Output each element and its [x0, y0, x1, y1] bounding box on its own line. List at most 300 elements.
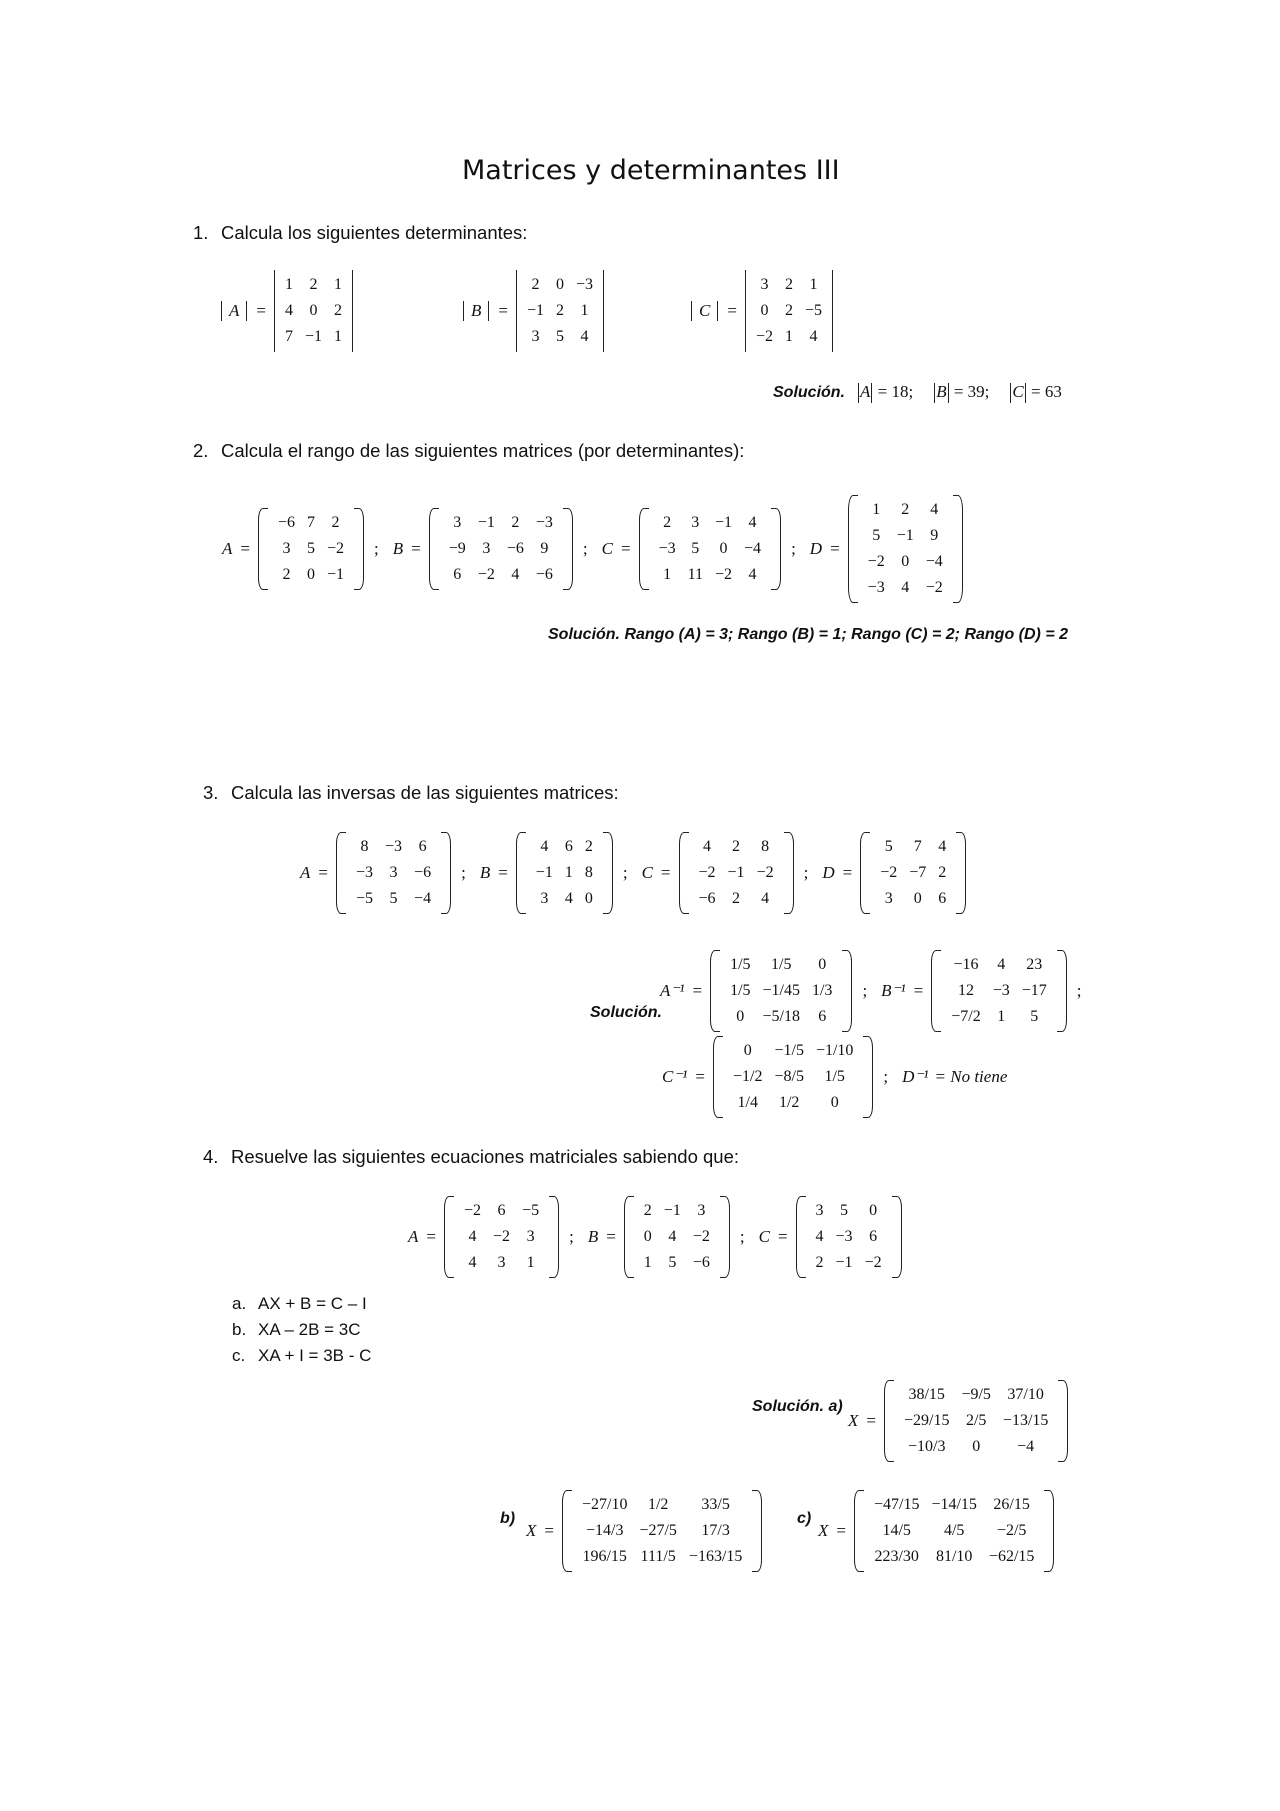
matrix-cell: 9 — [540, 540, 549, 557]
matrix-cell: 111/5 — [640, 1548, 676, 1565]
equals-sign: = — [660, 863, 671, 882]
q3-solution-label: Solución. — [590, 1004, 662, 1021]
matrix-cell: 1 — [784, 328, 793, 345]
det-name: C — [1012, 382, 1024, 401]
matrix-name: A⁻¹ — [660, 981, 685, 1000]
question-number: 4. — [203, 1146, 219, 1167]
matrix-body — [639, 508, 782, 590]
matrix-cell: 2 — [784, 276, 793, 293]
matrix-name: A — [408, 1227, 419, 1246]
matrix-cell: 6 — [869, 1228, 878, 1245]
det-name: A — [860, 382, 871, 401]
matrix-cell: 6 — [938, 890, 947, 907]
item-label: c. — [232, 1346, 246, 1365]
matrix-cell: −1/45 — [762, 982, 800, 999]
equals-sign: = — [606, 1227, 616, 1246]
matrix-cell: 3 — [691, 514, 700, 531]
matrix-cell: 17/3 — [701, 1522, 730, 1539]
item-text: XA + I = 3B - C — [258, 1346, 372, 1365]
matrix-cell: −3 — [355, 864, 374, 881]
matrix-cell: 4 — [748, 514, 757, 531]
det-value: = 39; — [953, 382, 990, 401]
matrix-cell: 3 — [482, 540, 491, 557]
q1-solution — [773, 382, 1062, 403]
matrix-cell: 4 — [761, 890, 770, 907]
inverse-c — [662, 1036, 873, 1118]
matrix-cell: 2 — [938, 864, 947, 881]
matrix-body — [848, 495, 963, 603]
matrix-cell: 2 — [732, 838, 741, 855]
matrix-body — [624, 1196, 730, 1278]
matrix-cell: 0 — [307, 566, 316, 583]
matrix-cell: 1 — [809, 276, 818, 293]
matrix-cell: 2 — [663, 514, 672, 531]
matrix-body — [679, 832, 794, 914]
matrix-cell: −2 — [327, 540, 345, 557]
matrix-cell: 5 — [556, 328, 565, 345]
item-c — [232, 1346, 371, 1372]
item-label: a. — [232, 1294, 247, 1313]
equals-sign: = — [692, 981, 703, 1000]
matrix-cell: 12 — [957, 982, 974, 999]
question-text: Resuelve las siguientes ecuaciones matriciales sabiendo que: — [231, 1146, 740, 1167]
matrix-cell: 1 — [334, 276, 343, 293]
page-title: Matrices y determinantes III — [462, 155, 840, 186]
matrix-cell: 2 — [331, 514, 340, 531]
matrix-cell: 196/15 — [582, 1548, 627, 1565]
matrix-body — [258, 508, 364, 590]
matrix-cell: −1 — [327, 566, 345, 583]
equals-sign: = — [830, 539, 840, 558]
matrix-cell: −3 — [576, 276, 594, 293]
matrix-body — [710, 950, 852, 1032]
matrix-name: D — [809, 539, 823, 558]
solution-det-c — [1009, 382, 1061, 403]
matrix-cell: 2 — [556, 302, 565, 319]
matrix-cell: −5/18 — [762, 1008, 800, 1025]
equals-sign: = — [256, 301, 266, 320]
matrix-cell: 1/2 — [647, 1496, 669, 1513]
matrix-cell: 3 — [760, 276, 769, 293]
matrix-b — [588, 1196, 730, 1278]
matrix-cell: −17 — [1021, 982, 1047, 999]
matrix-cell: −13/15 — [1002, 1412, 1049, 1429]
matrix-name: B — [587, 1227, 599, 1246]
matrix-body — [860, 832, 966, 914]
matrix-name: B — [392, 539, 404, 558]
matrix-cell: 0 — [760, 302, 769, 319]
matrix-cell: −47/15 — [873, 1496, 920, 1513]
matrix-cell: 7 — [284, 328, 293, 345]
matrix-cell: 4 — [997, 956, 1006, 973]
matrix-cell: 7 — [913, 838, 922, 855]
matrix-cell: −9/5 — [961, 1386, 991, 1403]
matrix-cell: 0 — [869, 1202, 878, 1219]
matrix-cell: −3 — [867, 579, 885, 596]
matrix-cell: 1/2 — [778, 1094, 800, 1111]
matrix-cell: 3 — [815, 1202, 824, 1219]
equals-sign: = — [411, 539, 421, 558]
equals-sign: = — [695, 1067, 706, 1086]
matrix-cell: −2 — [864, 1254, 882, 1271]
matrix-cell: −9 — [448, 540, 466, 557]
matrix-cell: −2 — [692, 1228, 710, 1245]
matrix-cell: 4 — [668, 1228, 677, 1245]
matrix-cell: 1 — [663, 566, 672, 583]
matrix-body — [796, 1196, 902, 1278]
matrix-a — [300, 832, 451, 914]
matrix-cell: −1 — [526, 302, 545, 319]
matrix-cell: 11 — [687, 566, 703, 583]
q4-solution-b-label: b) — [500, 1510, 516, 1527]
matrix-cell: −1/5 — [774, 1042, 804, 1059]
equals-sign: = — [620, 539, 631, 558]
matrix-name: X — [526, 1521, 537, 1540]
equals-sign: = — [836, 1521, 846, 1540]
item-a — [232, 1294, 371, 1320]
matrix-cell: 1 — [564, 864, 573, 881]
matrix-cell: 4 — [580, 328, 589, 345]
q4-solution-a-label: Solución. a) — [752, 1398, 843, 1415]
matrix-c — [602, 508, 781, 590]
matrix-name: A — [222, 539, 233, 558]
q1-det-c — [690, 270, 833, 352]
matrix-cell: 1 — [997, 1008, 1006, 1025]
matrix-cell: 3 — [884, 890, 893, 907]
q4-solution-c — [818, 1490, 1054, 1572]
matrix-cell: 5 — [872, 527, 881, 544]
matrix-cell: −1/2 — [733, 1068, 763, 1085]
matrix-cell: 3 — [531, 328, 540, 345]
matrix-cell: −6 — [692, 1254, 710, 1271]
matrix-body — [444, 1196, 559, 1278]
matrix-cell: 0 — [719, 540, 728, 557]
matrix-name: X — [818, 1521, 829, 1540]
matrix-cell: 0 — [643, 1228, 652, 1245]
matrix-body — [516, 832, 613, 914]
matrix-body — [429, 508, 573, 590]
matrix-cell: −7/2 — [951, 1008, 981, 1025]
matrix-cell: 8 — [761, 838, 770, 855]
matrix-cell: −4 — [925, 553, 943, 570]
equals-sign: = — [498, 863, 508, 882]
matrix-cell: 0 — [830, 1094, 839, 1111]
matrix-cell: 4 — [511, 566, 520, 583]
matrix-cell: 33/5 — [701, 1496, 730, 1513]
matrix-a — [222, 508, 364, 590]
matrix-cell: 4 — [540, 838, 549, 855]
question-1 — [193, 222, 527, 244]
q4-matrices: A = −2 6 −5 4 −2 3 4 3 1 ; B = 2 −1 3 0 4 −2 1 5 −6 ; C = 3 5 0 4 −3 6 2 −1 −2 — [408, 1196, 902, 1278]
matrix-cell: 3 — [389, 864, 398, 881]
matrix-cell: 5 — [884, 838, 893, 855]
matrix-cell: 2 — [511, 514, 520, 531]
matrix-cell: 223/30 — [874, 1548, 919, 1565]
solution-label: Solución. — [773, 383, 845, 401]
matrix-body — [336, 832, 451, 914]
matrix-cell: −6 — [698, 890, 716, 907]
matrix-name: X — [848, 1411, 859, 1430]
q4-solution-a — [848, 1380, 1068, 1462]
q1-det-a — [220, 270, 353, 352]
matrix-cell: −2 — [477, 566, 495, 583]
matrix-cell: 1/5 — [771, 956, 792, 973]
matrix-cell: −2/5 — [996, 1522, 1027, 1539]
item-text: XA – 2B = 3C — [258, 1320, 361, 1339]
q4-items — [232, 1294, 371, 1372]
matrix-cell: 2 — [584, 838, 593, 855]
matrix-name: C — [699, 301, 711, 320]
matrix-cell: 23 — [1026, 956, 1043, 973]
matrix-a — [408, 1196, 559, 1278]
matrix-cell: 1 — [872, 501, 881, 518]
matrix-cell: 6 — [418, 838, 427, 855]
matrix-cell: −7 — [909, 864, 927, 881]
matrix-name: B — [479, 863, 491, 882]
matrix-cell: 81/10 — [935, 1548, 973, 1565]
matrix-cell: 4 — [809, 328, 818, 345]
question-text: Calcula el rango de las siguientes matrices (por determinantes): — [221, 440, 745, 461]
matrix-cell: −3 — [535, 514, 553, 531]
matrix-cell: −1 — [535, 864, 553, 881]
matrix-name: C — [758, 1227, 770, 1246]
matrix-cell: −4 — [414, 890, 432, 907]
matrix-cell: −2 — [755, 328, 773, 345]
question-number: 3. — [203, 782, 219, 803]
det-value: = 18; — [877, 382, 914, 401]
matrix-cell: −1/10 — [815, 1042, 854, 1059]
matrix-cell: −2 — [715, 566, 733, 583]
matrix-cell: 6 — [818, 1008, 827, 1025]
matrix-b — [393, 508, 573, 590]
matrix-name: C⁻¹ — [662, 1067, 688, 1086]
matrix-name: B — [471, 301, 482, 320]
matrix-cell: −6 — [535, 566, 553, 583]
det-value: = 63 — [1031, 382, 1062, 401]
matrix-cell: 0 — [556, 276, 565, 293]
matrix-cell: −6 — [277, 514, 296, 531]
matrix-cell: 4 — [564, 890, 573, 907]
matrix-c — [759, 1196, 902, 1278]
question-text: Calcula las inversas de las siguientes matrices: — [231, 782, 619, 803]
matrix-cell: 1 — [643, 1254, 652, 1271]
matrix-cell: 7 — [307, 514, 316, 531]
matrix-cell: 3 — [282, 540, 291, 557]
matrix-cell: 1/3 — [811, 982, 833, 999]
matrix-cell: −1 — [715, 514, 733, 531]
matrix-cell: −2 — [493, 1228, 511, 1245]
question-text: Calcula los siguientes determinantes: — [221, 222, 528, 243]
matrix-cell: −1 — [304, 328, 323, 345]
matrix-cell: −8/5 — [774, 1068, 804, 1085]
matrix-body — [713, 1036, 873, 1118]
solution-det-b — [933, 382, 989, 403]
matrix-cell: 5 — [691, 540, 700, 557]
matrix-body — [854, 1490, 1054, 1572]
q3-inverses-row2: C⁻¹ = 0 −1/5 −1/10 −1/2 −8/5 1/5 1/4 1/2 0 ; D⁻¹ = No tiene — [662, 1036, 1007, 1118]
question-3 — [203, 782, 619, 804]
matrix-name: B⁻¹ — [881, 981, 906, 1000]
determinant-body — [745, 270, 833, 352]
matrix-cell: 37/10 — [1007, 1386, 1044, 1403]
q2-matrices: A = −6 7 2 3 5 −2 2 0 −1 ; B = 3 −1 2 −3 −9 3 −6 9 6 −2 4 −6 ; C = 2 3 −1 4 −3 5 0 −4 1 11 −2 4 ; D = 1 2 4 5 −1 9 −2 0 −4 −3 4 −2 — [222, 495, 963, 603]
q3-inverses-row1: A⁻¹ = 1/5 1/5 0 1/5 −1/45 1/3 0 −5/18 6 ; B⁻¹ = −16 4 23 12 −3 −17 −7/2 1 5 ; — [660, 950, 1090, 1032]
matrix-cell: 1 — [580, 302, 589, 319]
matrix-cell: 0 — [901, 553, 910, 570]
matrix-cell: 2 — [815, 1254, 824, 1271]
matrix-cell: −27/10 — [581, 1496, 628, 1513]
matrix-cell: 0 — [743, 1042, 752, 1059]
matrix-cell: −163/15 — [688, 1548, 743, 1565]
matrix-cell: 1/5 — [730, 956, 751, 973]
matrix-cell: −16 — [953, 956, 979, 973]
matrix-body — [931, 950, 1067, 1032]
equals-sign: = — [777, 1227, 788, 1246]
matrix-cell: 0 — [584, 890, 593, 907]
matrix-cell: 0 — [913, 890, 922, 907]
question-number: 1. — [193, 222, 209, 243]
matrix-cell: 5 — [668, 1254, 677, 1271]
matrix-cell: −6 — [506, 540, 524, 557]
matrix-cell: −1 — [727, 864, 745, 881]
inverse-d-text: = No tiene — [934, 1067, 1008, 1086]
matrix-cell: 4 — [468, 1254, 477, 1271]
matrix-cell: 8 — [584, 864, 593, 881]
matrix-name: A — [300, 863, 311, 882]
item-b — [232, 1320, 371, 1346]
matrix-cell: 2 — [282, 566, 291, 583]
matrix-cell: −1 — [835, 1254, 853, 1271]
matrix-name: C — [601, 539, 613, 558]
equals-sign: = — [426, 1227, 436, 1246]
solution-det-a — [857, 382, 913, 403]
matrix-cell: −6 — [414, 864, 432, 881]
matrix-body — [562, 1490, 762, 1572]
matrix-cell: −1 — [896, 527, 914, 544]
matrix-cell: −5 — [804, 302, 822, 319]
equals-sign: = — [842, 863, 853, 882]
equals-sign: = — [913, 981, 924, 1000]
matrix-cell: 14/5 — [882, 1522, 911, 1539]
matrix-cell: 2/5 — [965, 1412, 987, 1429]
matrix-name: A — [229, 301, 240, 320]
determinant-body — [274, 270, 353, 352]
matrix-d — [822, 832, 966, 914]
matrix-body — [884, 1380, 1068, 1462]
matrix-cell: −14/3 — [585, 1522, 624, 1539]
matrix-cell: −5 — [355, 890, 374, 907]
matrix-cell: 1/5 — [824, 1068, 845, 1085]
matrix-cell: 2 — [784, 302, 793, 319]
matrix-cell: 2 — [334, 302, 343, 319]
matrix-cell: 5 — [840, 1202, 849, 1219]
equals-sign: = — [544, 1521, 554, 1540]
matrix-cell: −2 — [867, 553, 885, 570]
question-4 — [203, 1146, 739, 1168]
matrix-cell: −2 — [880, 864, 898, 881]
matrix-c — [642, 832, 794, 914]
matrix-cell: 5 — [389, 890, 398, 907]
matrix-cell: 38/15 — [908, 1386, 945, 1403]
matrix-cell: −29/15 — [903, 1412, 950, 1429]
q2-solution: Solución. Rango (A) = 3; Rango (B) = 1; Rango (C) = 2; Rango (D) = 2 — [548, 626, 1069, 643]
matrix-cell: 3 — [526, 1228, 535, 1245]
matrix-cell: −3 — [385, 838, 403, 855]
matrix-cell: −2 — [756, 864, 774, 881]
matrix-cell: 6 — [497, 1202, 506, 1219]
matrix-cell: 1 — [526, 1254, 535, 1271]
matrix-cell: −3 — [658, 540, 676, 557]
determinant-body — [516, 270, 604, 352]
inverse-d-name: D⁻¹ — [902, 1067, 929, 1086]
matrix-cell: 4 — [938, 838, 947, 855]
matrix-cell: 0 — [818, 956, 827, 973]
matrix-cell: −10/3 — [907, 1438, 946, 1455]
matrix-cell: −14/15 — [931, 1496, 977, 1513]
matrix-cell: −3 — [835, 1228, 853, 1245]
matrix-cell: 2 — [531, 276, 540, 293]
equals-sign: = — [240, 539, 250, 558]
matrix-cell: −62/15 — [988, 1548, 1035, 1565]
matrix-cell: 1 — [334, 328, 343, 345]
item-text: AX + B = C – I — [258, 1294, 367, 1313]
matrix-cell: −5 — [522, 1202, 540, 1219]
matrix-cell: −2 — [698, 864, 716, 881]
matrix-cell: 6 — [564, 838, 573, 855]
matrix-cell: 0 — [972, 1438, 981, 1455]
equals-sign: = — [498, 301, 508, 320]
matrix-cell: 4/5 — [943, 1522, 965, 1539]
matrix-cell: −4 — [744, 540, 762, 557]
matrix-cell: 4 — [748, 566, 757, 583]
matrix-cell: 8 — [360, 838, 369, 855]
matrix-cell: 4 — [468, 1228, 477, 1245]
matrix-cell: 5 — [307, 540, 316, 557]
matrix-cell: −2 — [925, 579, 943, 596]
equals-sign: = — [866, 1411, 876, 1430]
item-label: b. — [232, 1320, 247, 1339]
matrix-b — [480, 832, 613, 914]
matrix-cell: 26/15 — [993, 1496, 1030, 1513]
matrix-cell: 1/5 — [730, 982, 751, 999]
matrix-cell: 9 — [930, 527, 939, 544]
matrix-cell: 4 — [930, 501, 939, 518]
matrix-name: C — [641, 863, 653, 882]
q4-solution-c-label: c) — [797, 1510, 812, 1527]
equals-sign: = — [318, 863, 328, 882]
matrix-cell: −1 — [663, 1202, 681, 1219]
matrix-cell: 0 — [736, 1008, 745, 1025]
question-2 — [193, 440, 744, 462]
matrix-cell: 1 — [284, 276, 293, 293]
q4-solution-b — [526, 1490, 762, 1572]
matrix-cell: 4 — [815, 1228, 824, 1245]
equals-sign: = — [727, 301, 737, 320]
matrix-cell: 5 — [1030, 1008, 1039, 1025]
q1-det-b — [462, 270, 604, 352]
matrix-cell: 3 — [497, 1254, 506, 1271]
matrix-cell: 3 — [540, 890, 549, 907]
matrix-cell: 0 — [309, 302, 318, 319]
question-number: 2. — [193, 440, 209, 461]
matrix-cell: 4 — [703, 838, 712, 855]
matrix-cell: −1 — [477, 514, 495, 531]
matrix-cell: 1/4 — [737, 1094, 758, 1111]
matrix-cell: −3 — [992, 982, 1010, 999]
matrix-cell: 6 — [453, 566, 462, 583]
matrix-cell: −2 — [463, 1202, 482, 1219]
q3-matrices: A = 8 −3 6 −3 3 −6 −5 5 −4 ; B = 4 6 2 −1 1 8 3 4 0 ; C = 4 2 8 −2 −1 −2 −6 2 4 ; D = 5 7 4 −2 −7 2 3 0 6 — [300, 832, 966, 914]
